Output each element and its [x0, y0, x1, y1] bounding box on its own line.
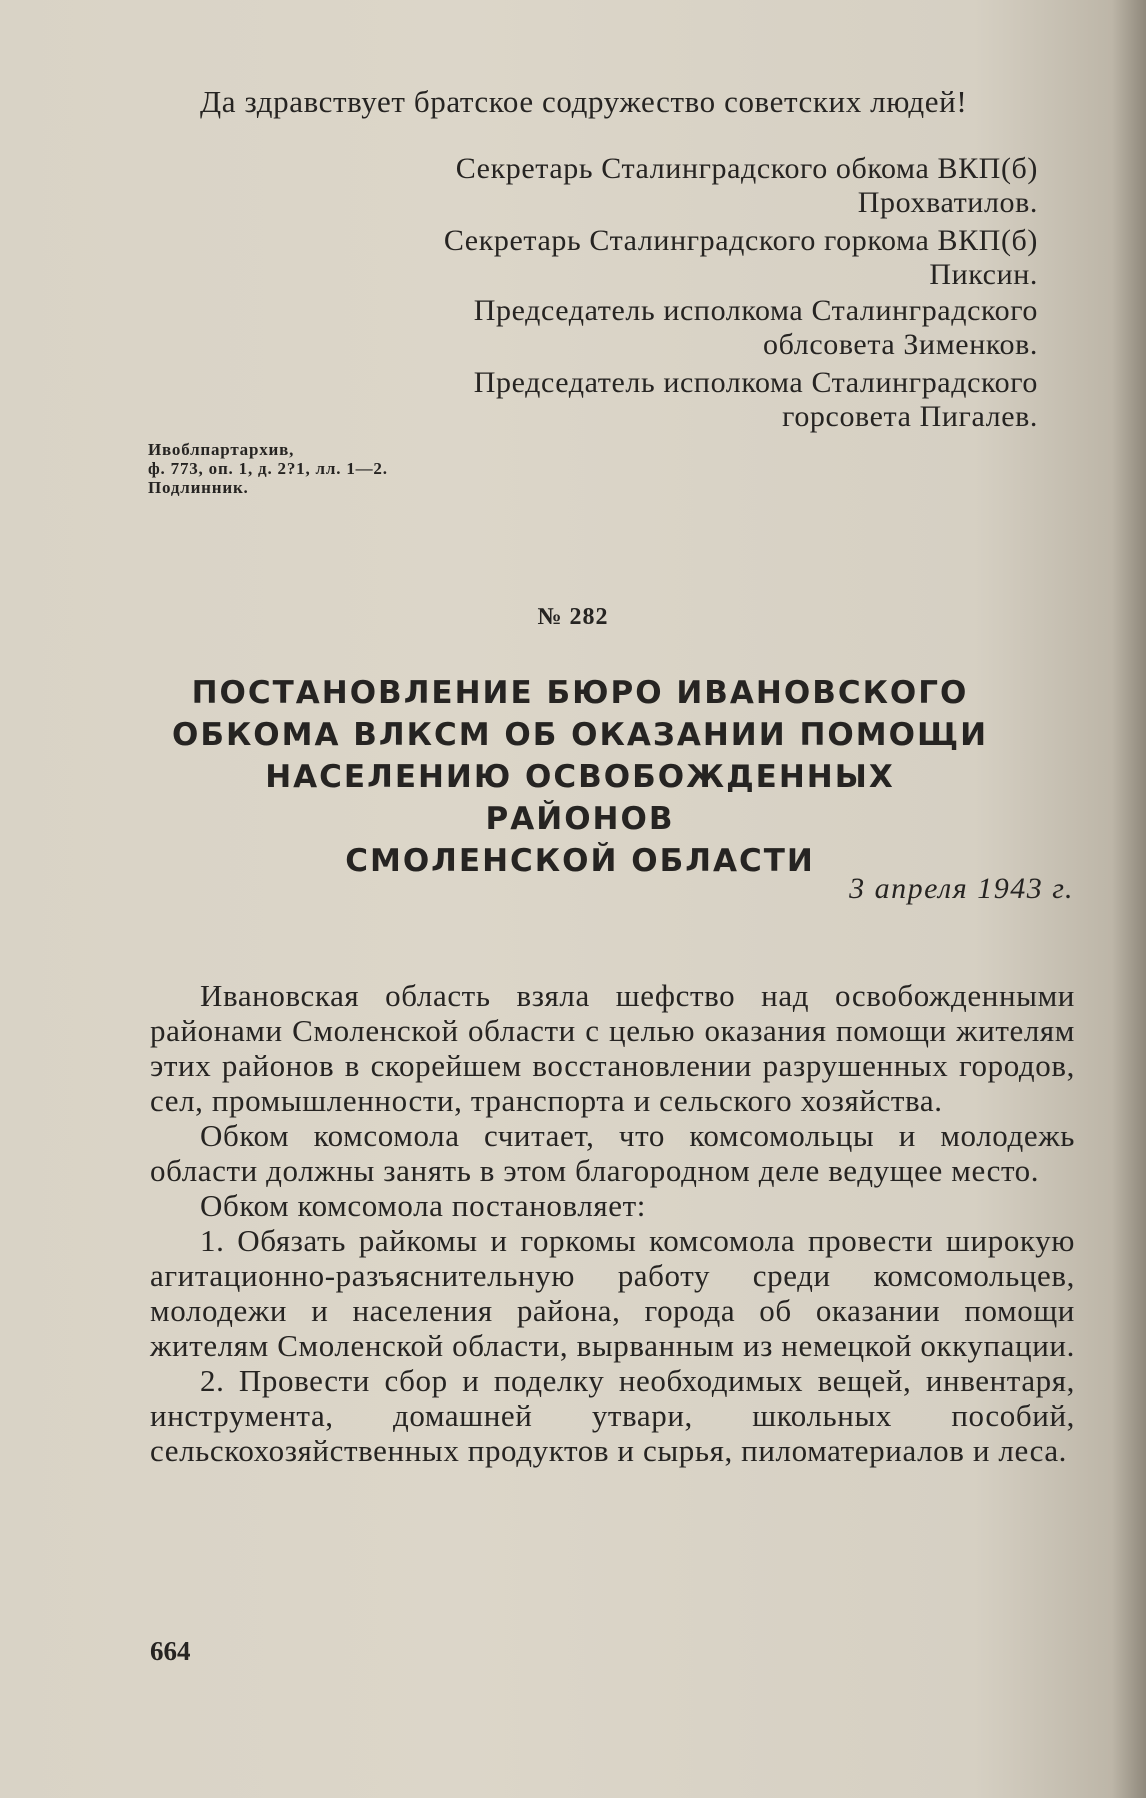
title-line-1: ПОСТАНОВЛЕНИЕ БЮРО ИВАНОВСКОГО [191, 675, 969, 711]
body-paragraph-1: Ивановская область взяла шефство над освобожденными районами Смоленской области с целью оказания помощи жителям этих районов в скорейшем восстановлении разрушенных городов, сел, промышленности, транспорта и сельского хозяйства. [150, 978, 1075, 1118]
signature-3-name: облсовета Зименков. [763, 328, 1038, 361]
archive-line-2: ф. 773, оп. 1, д. 2?1, лл. 1—2. [148, 459, 388, 478]
closing-paragraph: Да здравствует братское содружество советских людей! [200, 84, 968, 119]
document-body [150, 978, 1075, 1468]
archive-line-3: Подлинник. [148, 478, 249, 497]
signature-2 [444, 224, 1038, 292]
signature-4 [474, 366, 1038, 434]
document-date: 3 апреля 1943 г. [849, 872, 1074, 905]
signature-2-name: Пиксин. [929, 258, 1038, 291]
title-line-3: НАСЕЛЕНИЮ ОСВОБОЖДЕННЫХ РАЙОНОВ [265, 759, 895, 837]
body-paragraph-4: 1. Обязать райкомы и горкомы комсомола провести широкую агитационно-разъяснительную работу среди комсомольцев, молодежи и населения района, города об оказании помощи жителям Смоленской области, вырванным из немецкой оккупации. [150, 1223, 1075, 1363]
signature-1 [456, 152, 1038, 220]
signature-2-title: Секретарь Сталинградского горкома ВКП(б) [443, 224, 1038, 257]
closing-text-block [150, 84, 1075, 119]
signature-1-title: Секретарь Сталинградского обкома ВКП(б) [455, 152, 1038, 185]
title-line-4: СМОЛЕНСКОЙ ОБЛАСТИ [345, 843, 815, 879]
signature-4-title: Председатель исполкома Сталинградского [473, 366, 1038, 399]
signature-4-name: горсовета Пигалев. [782, 400, 1038, 433]
document-title [170, 672, 990, 882]
body-paragraph-3: Обком комсомола постановляет: [200, 1188, 646, 1223]
body-paragraph-2: Обком комсомола считает, что комсомольцы и молодежь области должны занять в этом благородном деле ведущее место. [150, 1118, 1075, 1188]
signature-1-name: Прохватилов. [857, 186, 1038, 219]
document-number: № 282 [537, 604, 609, 630]
archive-line-1: Ивоблпартархив, [148, 440, 295, 459]
body-paragraph-5: 2. Провести сбор и поделку необходимых вещей, инвентаря, инструмента, домашней утвари, школьных пособий, сельскохозяйственных продуктов и сырья, пиломатериалов и леса. [150, 1363, 1075, 1468]
page-number: 664 [150, 1636, 191, 1666]
signature-3-title: Председатель исполкома Сталинградского [473, 294, 1038, 327]
signature-3 [474, 294, 1038, 362]
title-line-2: ОБКОМА ВЛКСМ ОБ ОКАЗАНИИ ПОМОЩИ [171, 717, 989, 753]
archive-reference [148, 440, 388, 497]
